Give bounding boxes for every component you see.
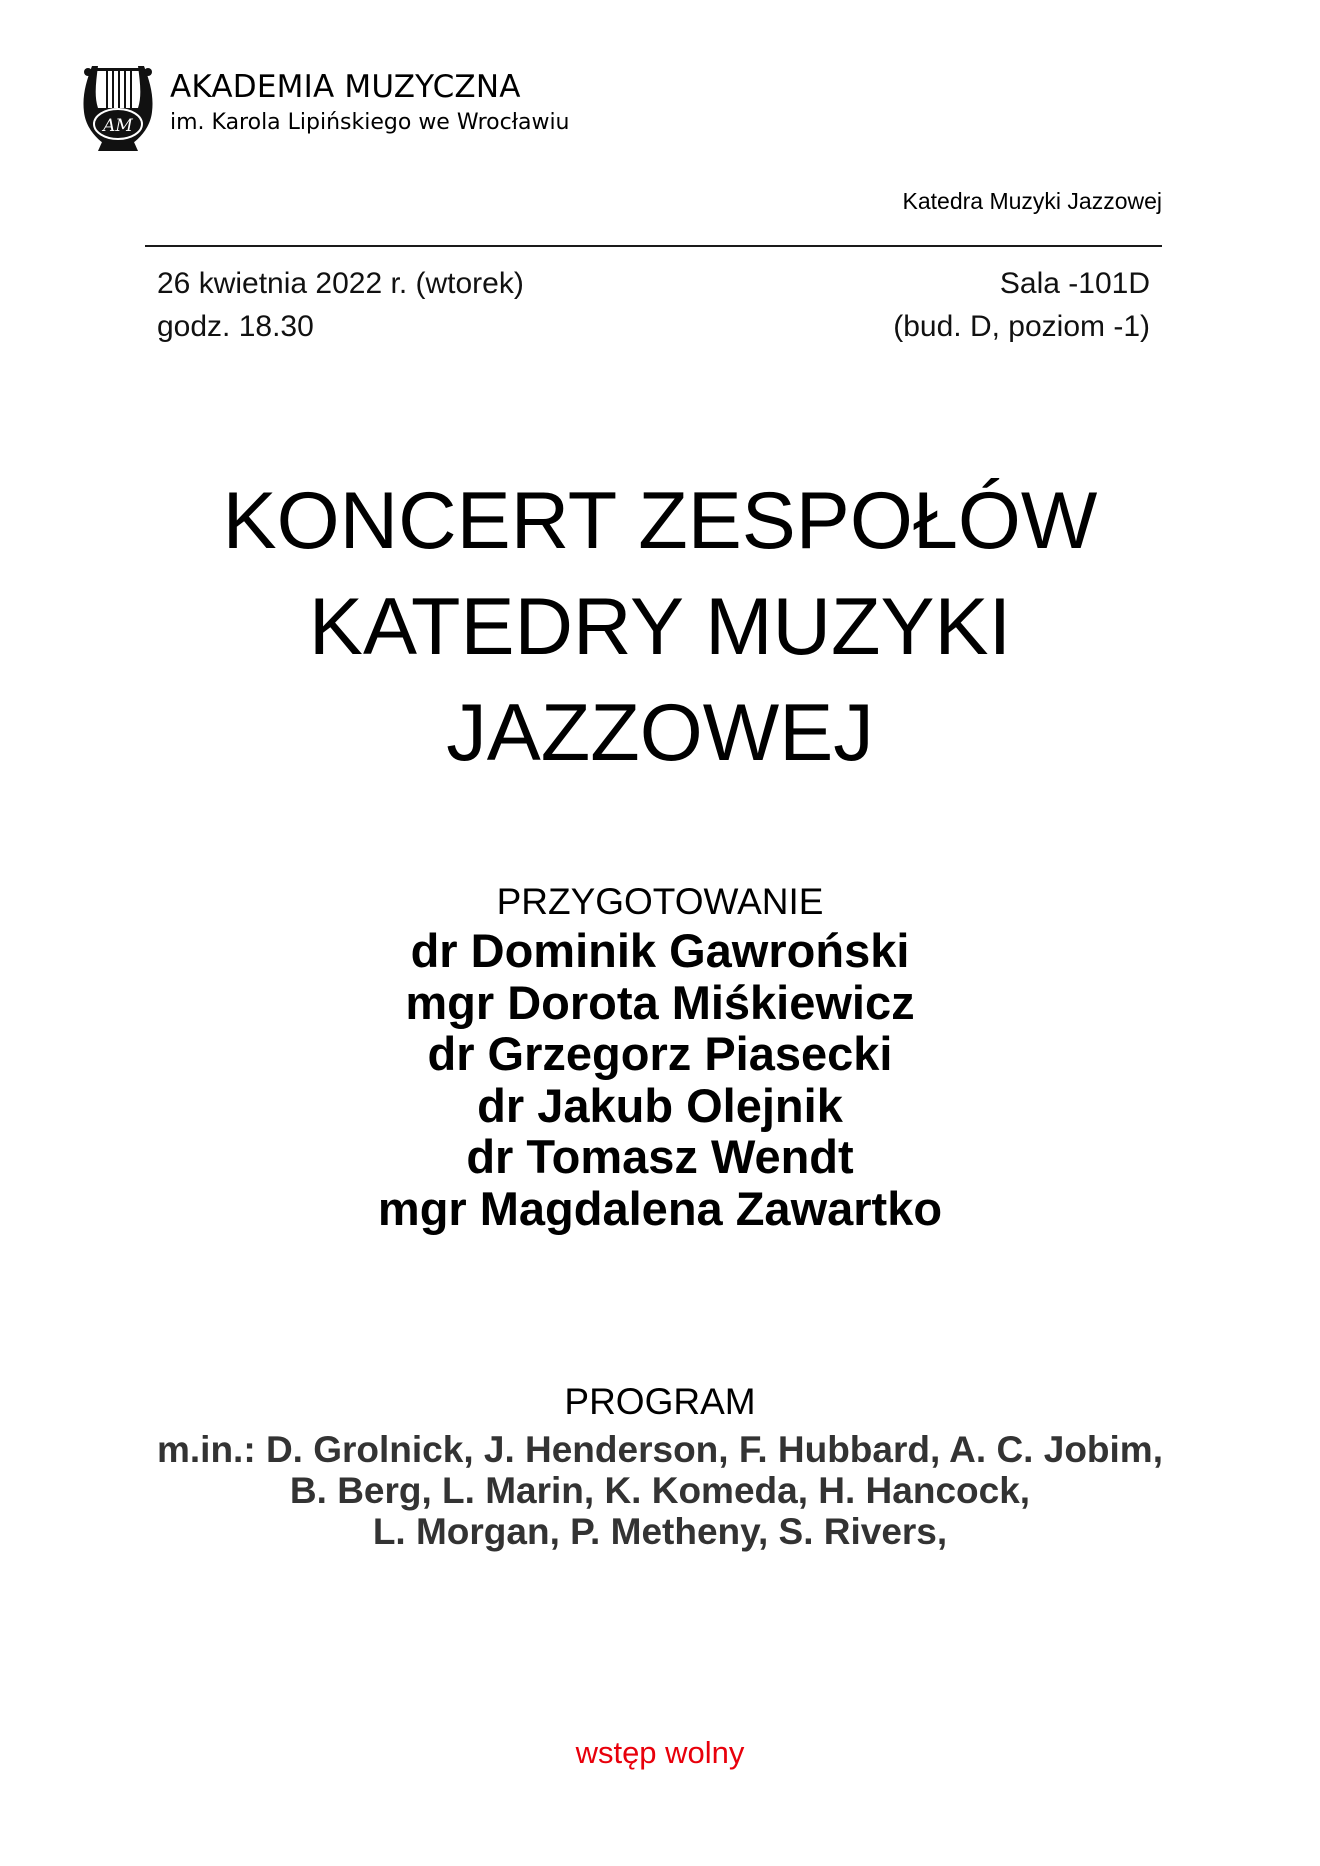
- free-entry-note: wstęp wolny: [575, 1735, 745, 1770]
- institution-subtitle: im. Karola Lipińskiego we Wrocławiu: [170, 110, 570, 135]
- list-item: mgr Dorota Miśkiewicz: [405, 975, 915, 1029]
- institution-name: AKADEMIA MUZYCZNA: [170, 69, 521, 105]
- title-line: KATEDRY MUZYKI: [308, 582, 1012, 672]
- svg-text:AM: AM: [103, 116, 133, 136]
- list-item: mgr Magdalena Zawartko: [377, 1181, 943, 1235]
- event-datetime: [157, 262, 524, 348]
- list-item: dr Grzegorz Piasecki: [427, 1027, 893, 1080]
- event-building: (bud. D, poziom -1): [893, 310, 1150, 343]
- event-location: [893, 262, 1150, 348]
- header-divider: [145, 245, 1162, 247]
- event-time: godz. 18.30: [157, 310, 314, 343]
- list-item: dr Jakub Olejnik: [477, 1078, 843, 1132]
- department-name: Katedra Muzyki Jazzowej: [902, 188, 1162, 214]
- list-item: dr Tomasz Wendt: [466, 1130, 854, 1183]
- event-room: Sala -101D: [999, 267, 1150, 300]
- title-line: JAZZOWEJ: [446, 688, 874, 778]
- event-date: 26 kwietnia 2022 r. (wtorek): [157, 267, 524, 300]
- preparation-label: PRZYGOTOWANIE: [496, 881, 824, 922]
- program-label: PROGRAM: [564, 1381, 756, 1422]
- lyre-logo-icon: [80, 52, 156, 152]
- list-item: dr Dominik Gawroński: [410, 924, 910, 977]
- program-line: m.in.: D. Grolnick, J. Henderson, F. Hubbard, A. C. Jobim,: [157, 1429, 1163, 1470]
- program-line: L. Morgan, P. Metheny, S. Rivers,: [372, 1511, 948, 1552]
- program-line: B. Berg, L. Marin, K. Komeda, H. Hancock,: [289, 1470, 1031, 1511]
- title-line: KONCERT ZESPOŁÓW: [222, 476, 1098, 566]
- concert-title: [0, 468, 1320, 786]
- preparation-names-list: [0, 925, 1320, 1234]
- program-composers: [0, 1429, 1320, 1552]
